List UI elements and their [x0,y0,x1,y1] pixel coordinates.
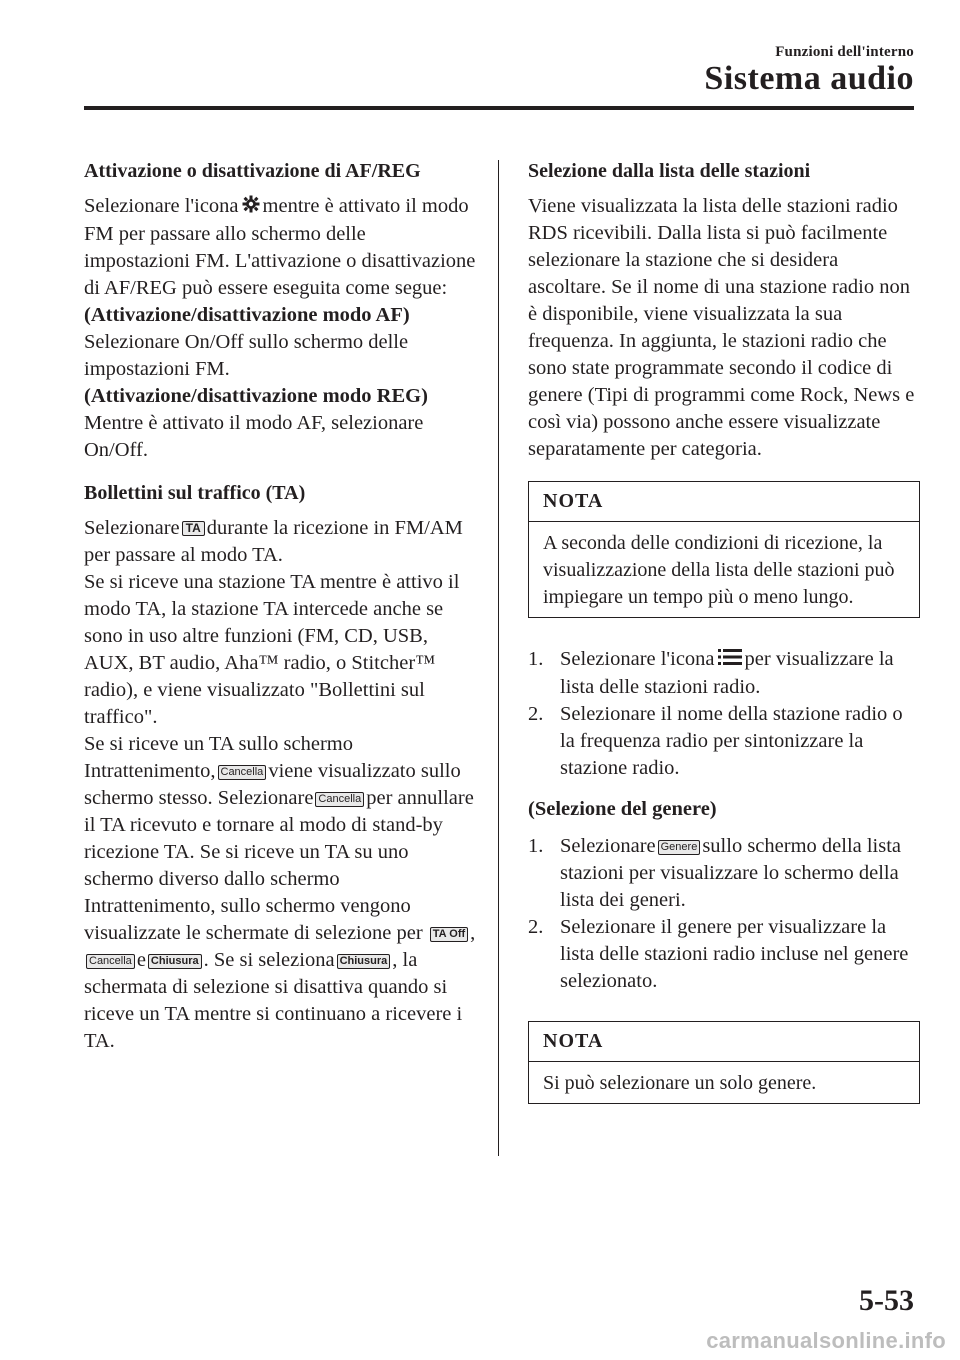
list-item: 1. Selezionare l'icona per visualizzare la lista delle stazioni radio. [528,648,894,698]
station-steps [528,646,920,782]
nota-box [528,481,920,618]
paragraph-station-list: Viene visualizzata la lista delle stazioni radio RDS ricevibili. Dalla lista si può facilmente selezionare la stazione che si desidera ascoltare. Se il nome di una stazione radio non è disponibile, viene visualizzata la sua frequenza. In aggiunta, le stazioni radio che sono state programmate secondo il codice di genere (Tipi di programmi come Rock, News e così via) possono anche essere visualizzate separatamente per categoria. [528,195,915,460]
column-divider [498,160,499,1156]
subheading-af: (Attivazione/disattivazione modo AF) [84,304,410,326]
paragraph-ta: Selezionare TA durante la ricezione in FM/AM per passare al modo TA. [84,517,463,566]
ta-off-button[interactable]: TA Off [430,927,468,942]
left-column [84,158,476,1055]
paragraph-af-reg: Selezionare l'icona mentre è attivato il modo FM per passare allo schermo delle impostazioni FM. L'attivazione o disattivazione di AF/REG può essere eseguita come segue: [84,195,476,299]
chiusura-button[interactable]: Chiusura [148,954,202,969]
list-icon [718,647,742,674]
paragraph-reg: Mentre è attivato il modo AF, selezionare On/Off. [84,412,424,461]
nota-text: A seconda delle condizioni di ricezione, la visualizzazione della lista delle stazioni può impiegare un tempo più o meno lungo. [543,532,895,608]
heading-af-reg: Attivazione o disattivazione di AF/REG [84,160,421,182]
list-item: 1. Selezionare Genere sullo schermo della lista stazioni per visualizzare lo schermo della lista dei generi. [528,835,902,911]
nota-text: Si può selezionare un solo genere. [543,1072,817,1094]
nota-box [528,1021,920,1104]
header-rule [84,106,914,110]
heading-station-list: Selezione dalla lista delle stazioni [528,160,811,182]
list-item: 2. Selezionare il genere per visualizzare la lista delle stazioni radio incluse nel genere selezionato. [528,916,909,992]
ta-button[interactable]: TA [182,521,205,536]
subheading-genre: (Selezione del genere) [528,798,717,820]
gear-icon [242,194,260,221]
right-column [528,158,920,1104]
cancella-button[interactable]: Cancella [86,954,135,969]
page-number: 5-53 [859,1284,914,1317]
paragraph-ta-entertainment: Se si riceve un TA sullo schermo Intrattenimento, Cancella viene visualizzato sullo schermo stesso. Selezionare Cancella per annullare il TA ricevuto e tornare al modo di stand-by ricezione TA. Se si riceve un TA su uno schermo diverso dallo schermo Intrattenimento, sullo schermo vengono visualizzate le schermate di selezione per TA Off ,Cancella e Chiusura . Se si seleziona Chiusura , la schermata di selezione si disattiva quando si riceve un TA mentre si continuano a ricevere i TA. [84,733,476,1052]
header-section: Funzioni dell'interno [775,44,914,60]
cancella-button[interactable]: Cancella [315,792,364,807]
watermark: carmanualsonline.info [706,1328,946,1353]
genere-button[interactable]: Genere [658,840,701,855]
page-title: Sistema audio [704,60,914,97]
nota-title: NOTA [529,482,919,522]
nota-title: NOTA [529,1022,919,1062]
cancella-button[interactable]: Cancella [218,765,267,780]
subheading-reg: (Attivazione/disattivazione modo REG) [84,385,428,407]
paragraph-af: Selezionare On/Off sullo schermo delle impostazioni FM. [84,331,409,380]
chiusura-button[interactable]: Chiusura [337,954,391,969]
list-item: 2. Selezionare il nome della stazione radio o la frequenza radio per sintonizzare la stazione radio. [528,703,903,779]
genre-steps [528,833,920,995]
paragraph-ta-station: Se si riceve una stazione TA mentre è attivo il modo TA, la stazione TA intercede anche se sono in uso altre funzioni (FM, CD, USB, AUX, BT audio, Aha™ radio, o Stitcher™ radio), e viene visualizzato "Bollettini sul traffico". [84,571,460,728]
heading-traffic: Bollettini sul traffico (TA) [84,482,306,504]
